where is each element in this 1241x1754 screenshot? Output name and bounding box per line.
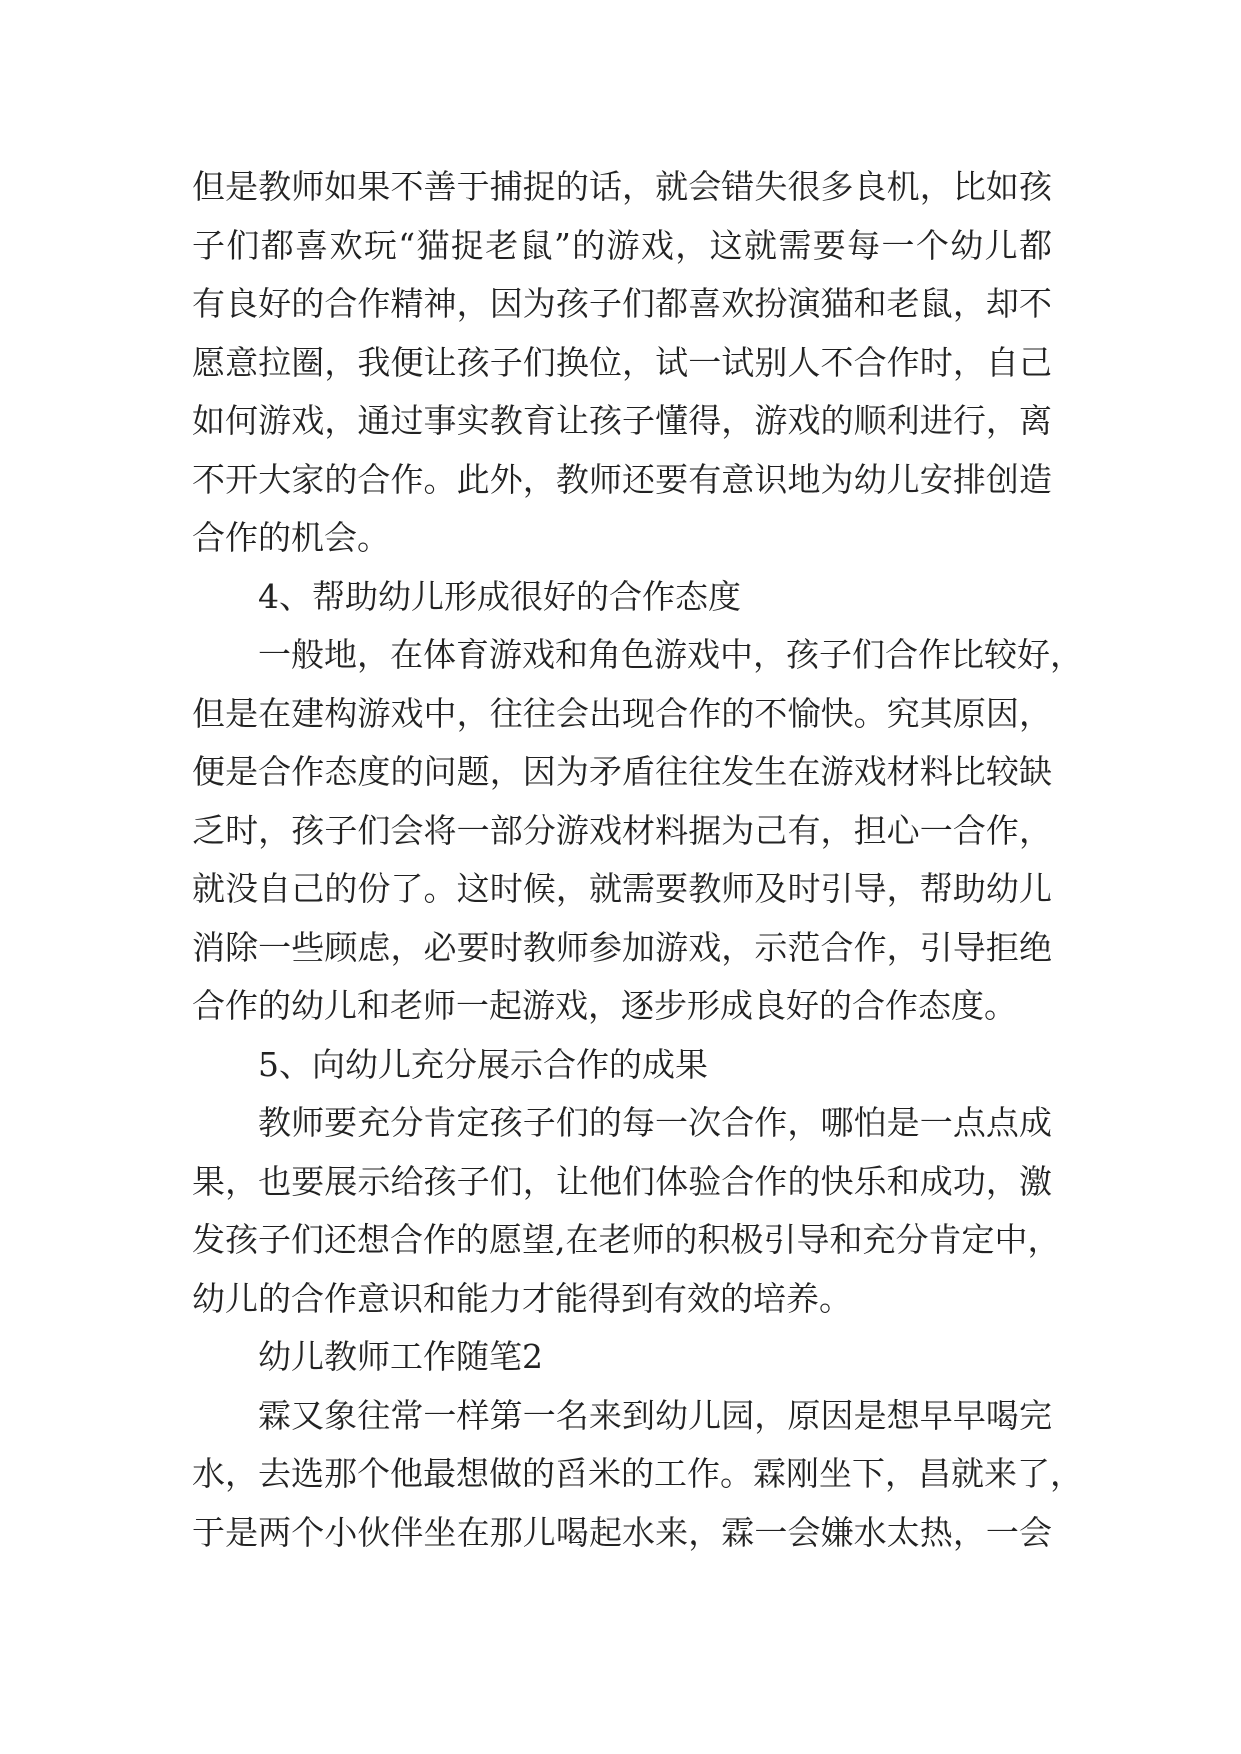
paragraph-line: 有良好的合作精神，因为孩子们都喜欢扮演猫和老鼠，却不 — [192, 284, 1052, 323]
section-heading: 4、帮助幼儿形成很好的合作态度 — [258, 576, 741, 616]
paragraph-line: 子们都喜欢玩“猫捉老鼠”的游戏，这就需要每一个幼儿都 — [192, 225, 1052, 265]
paragraph-line: 如何游戏，通过事实教育让孩子懂得，游戏的顺利进行，离 — [192, 401, 1052, 440]
paragraph-line: 于是两个小伙伴坐在那儿喝起水来，霖一会嫌水太热，一会 — [192, 1512, 1052, 1552]
paragraph-line: 但是在建构游戏中，往往会出现合作的不愉快。究其原因， — [192, 693, 1052, 733]
paragraph-line: 乏时，孩子们会将一部分游戏材料据为己有，担心一合作， — [192, 810, 1052, 850]
paragraph-line: 幼儿的合作意识和能力才能得到有效的培养。 — [192, 1278, 852, 1318]
paragraph-line: 合作的机会。 — [192, 518, 390, 557]
paragraph-line: 教师要充分肯定孩子们的每一次合作，哪怕是一点点成 — [258, 1103, 1052, 1142]
paragraph-line: 发孩子们还想合作的愿望,在老师的积极引导和充分肯定中， — [192, 1220, 1061, 1259]
paragraph-line: 水，去选那个他最想做的舀米的工作。霖刚坐下，昌就来了， — [192, 1454, 1083, 1493]
paragraph-line: 但是教师如果不善于捕捉的话，就会错失很多良机，比如孩 — [192, 167, 1052, 206]
paragraph-line: 不开大家的合作。此外，教师还要有意识地为幼儿安排创造 — [192, 459, 1052, 499]
paragraph-line: 消除一些顾虑，必要时教师参加游戏，示范合作，引导拒绝 — [192, 927, 1052, 967]
document-body — [192, 158, 1083, 1562]
paragraph-line: 愿意拉圈，我便让孩子们换位，试一试别人不合作时，自己 — [192, 342, 1052, 382]
article-title: 幼儿教师工作随笔2 — [258, 1337, 543, 1376]
paragraph-line: 霖又象往常一样第一名来到幼儿园，原因是想早早喝完 — [258, 1395, 1052, 1435]
paragraph-line: 便是合作态度的问题，因为矛盾往往发生在游戏材料比较缺 — [192, 752, 1052, 791]
paragraph-line: 合作的幼儿和老师一起游戏，逐步形成良好的合作态度。 — [192, 986, 1017, 1025]
paragraph-line: 一般地，在体育游戏和角色游戏中，孩子们合作比较好， — [258, 635, 1083, 674]
paragraph-line: 果，也要展示给孩子们，让他们体验合作的快乐和成功，激 — [192, 1161, 1052, 1201]
paragraph-line: 就没自己的份了。这时候，就需要教师及时引导，帮助幼儿 — [192, 869, 1052, 908]
section-heading: 5、向幼儿充分展示合作的成果 — [258, 1044, 708, 1084]
